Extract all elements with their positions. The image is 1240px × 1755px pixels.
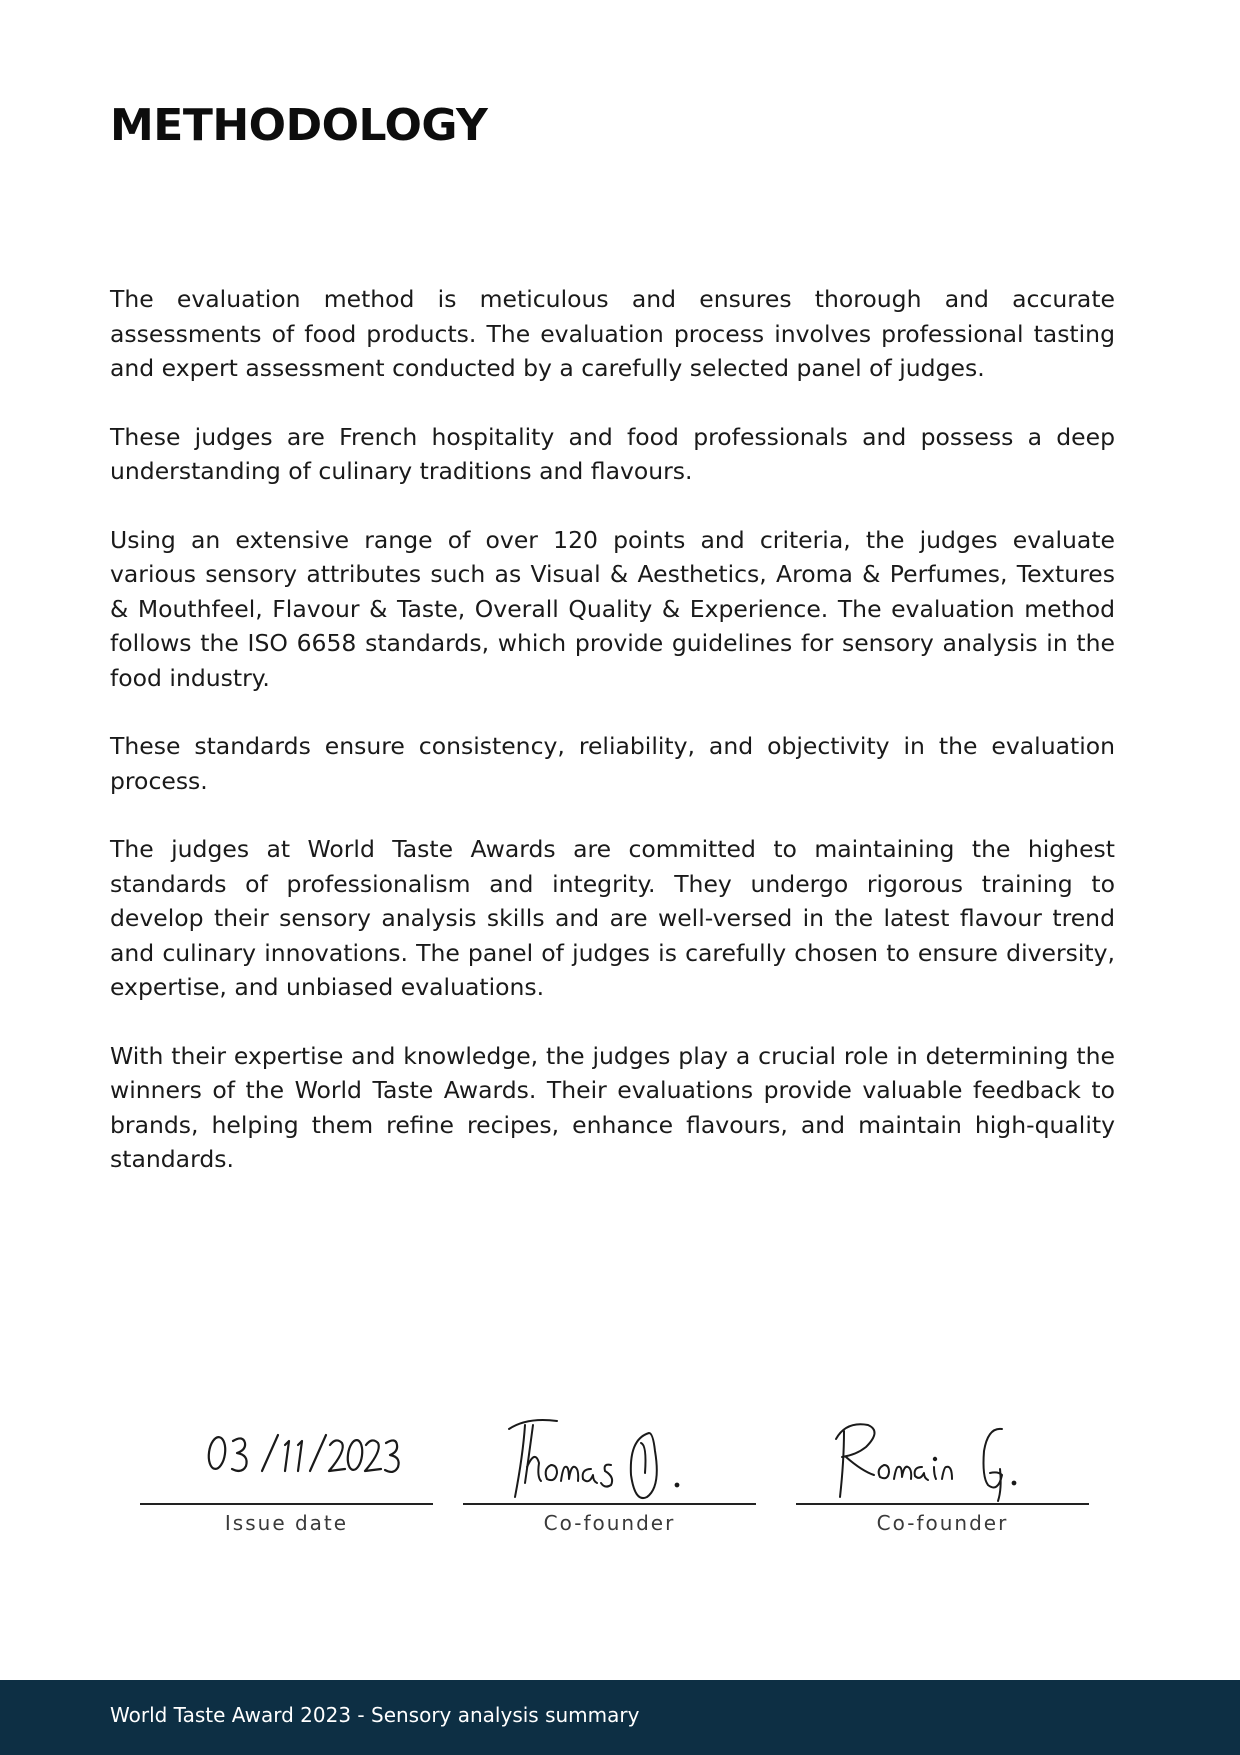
page-title: METHODOLOGY: [110, 100, 488, 151]
signer-2-block: [796, 1395, 1089, 1535]
issue-date-handwriting: [140, 1395, 433, 1503]
signer-2-signature: [796, 1395, 1089, 1503]
methodology-body: [110, 282, 1115, 1211]
footer-text: World Taste Award 2023 - Sensory analysis summary: [110, 1703, 640, 1727]
issue-date-label: Issue date: [224, 1511, 349, 1535]
paragraph-1: The evaluation method is meticulous and ensures thorough and accurate assessments of food products. The evaluation process involves professional tasting and expert assessment conducted by a carefully selected panel of judges.: [110, 285, 1115, 382]
signer-2-label: Co-founder: [876, 1511, 1009, 1535]
page-footer: [0, 1680, 1240, 1755]
signer-1-signature-drawing: [463, 1395, 756, 1503]
paragraph-4: These standards ensure consistency, reliability, and objectivity in the evaluation process.: [110, 732, 1115, 795]
paragraph-2: These judges are French hospitality and food professionals and possess a deep understanding of culinary traditions and flavours.: [110, 422, 1115, 485]
signer-1-block: [463, 1395, 756, 1535]
issue-date-line: [140, 1503, 433, 1505]
signer-2-signature-drawing: [796, 1395, 1089, 1503]
issue-date-block: [140, 1395, 433, 1535]
signer-1-line: [463, 1503, 756, 1505]
paragraph-5: The judges at World Taste Awards are committed to maintaining the highest standards of professionalism and integrity. They undergo rigorous training to develop their sensory analysis skills and are well-versed in the latest flavour trend and culinary innovations. The panel of judges is carefully chosen to ensure diversity, expertise, and unbiased evaluations.: [110, 835, 1115, 1001]
paragraph-6: With their expertise and knowledge, the judges play a crucial role in determining the winners of the World Taste Awards. Their evaluations provide valuable feedback to brands, helping them refine recipes, enhance flavours, and maintain high-quality standards.: [110, 1041, 1115, 1173]
signature-section: [0, 1395, 1240, 1545]
signer-1-label: Co-founder: [543, 1511, 676, 1535]
signer-1-signature: [463, 1395, 756, 1503]
issue-date-handwritten: [140, 1395, 433, 1503]
paragraph-3: Using an extensive range of over 120 points and criteria, the judges evaluate various sensory attributes such as Visual & Aesthetics, Aroma & Perfumes, Textures & Mouthfeel, Flavour & Taste, Overall Quality & Experience. The evaluation method follows the ISO 6658 standards, which provide guidelines for sensory analysis in the food industry.: [110, 525, 1115, 692]
signer-2-line: [796, 1503, 1089, 1505]
